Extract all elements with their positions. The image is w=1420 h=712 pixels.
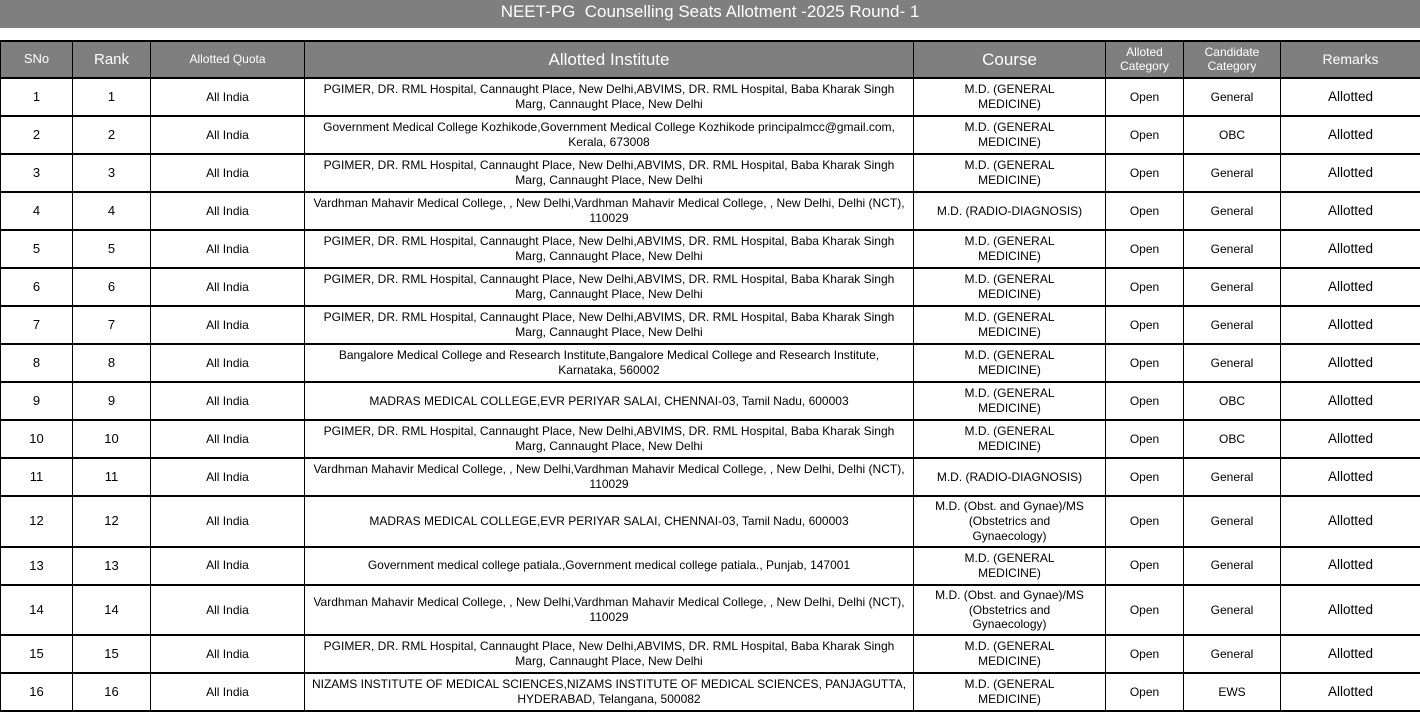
cell-rank: 15 [73, 635, 151, 673]
table-row [1, 306, 1420, 344]
cell-sno: 11 [1, 458, 73, 496]
cell-remarks: Allotted [1281, 268, 1420, 306]
cell-quota: All India [151, 673, 305, 711]
table-row [1, 382, 1420, 420]
cell-remarks: Allotted [1281, 192, 1420, 230]
cell-alloted-category: Open [1106, 306, 1184, 344]
cell-sno: 4 [1, 192, 73, 230]
cell-candidate-category: General [1184, 585, 1281, 636]
cell-institute: MADRAS MEDICAL COLLEGE,EVR PERIYAR SALAI, CHENNAI-03, Tamil Nadu, 600003 [305, 382, 914, 420]
cell-rank: 8 [73, 344, 151, 382]
cell-course: M.D. (GENERAL MEDICINE) [914, 268, 1106, 306]
cell-rank: 9 [73, 382, 151, 420]
cell-remarks: Allotted [1281, 673, 1420, 711]
cell-quota: All India [151, 230, 305, 268]
cell-alloted-category: Open [1106, 635, 1184, 673]
cell-candidate-category: OBC [1184, 382, 1281, 420]
cell-quota: All India [151, 547, 305, 585]
cell-course: M.D. (GENERAL MEDICINE) [914, 230, 1106, 268]
cell-candidate-category: General [1184, 192, 1281, 230]
header-course: Course [914, 41, 1106, 78]
cell-quota: All India [151, 192, 305, 230]
table-row [1, 496, 1420, 547]
cell-alloted-category: Open [1106, 547, 1184, 585]
header-alloted-category: Alloted Category [1106, 41, 1184, 78]
cell-rank: 7 [73, 306, 151, 344]
cell-alloted-category: Open [1106, 230, 1184, 268]
cell-institute: PGIMER, DR. RML Hospital, Cannaught Place, New Delhi,ABVIMS, DR. RML Hospital, Baba Kharak Singh Marg, Cannaught Place, New Delhi [305, 635, 914, 673]
cell-course: M.D. (GENERAL MEDICINE) [914, 344, 1106, 382]
cell-rank: 1 [73, 78, 151, 116]
cell-alloted-category: Open [1106, 268, 1184, 306]
cell-sno: 5 [1, 230, 73, 268]
cell-institute: PGIMER, DR. RML Hospital, Cannaught Place, New Delhi,ABVIMS, DR. RML Hospital, Baba Kharak Singh Marg, Cannaught Place, New Delhi [305, 154, 914, 192]
table-row [1, 673, 1420, 711]
cell-remarks: Allotted [1281, 458, 1420, 496]
cell-remarks: Allotted [1281, 547, 1420, 585]
cell-course: M.D. (RADIO-DIAGNOSIS) [914, 458, 1106, 496]
cell-candidate-category: General [1184, 635, 1281, 673]
cell-institute: Vardhman Mahavir Medical College, , New Delhi,Vardhman Mahavir Medical College, , New Delhi, Delhi (NCT), 110029 [305, 458, 914, 496]
cell-sno: 3 [1, 154, 73, 192]
header-allotted-quota: Allotted Quota [151, 41, 305, 78]
cell-course: M.D. (Obst. and Gynae)/MS (Obstetrics and Gynaecology) [914, 585, 1106, 636]
cell-remarks: Allotted [1281, 496, 1420, 547]
cell-rank: 13 [73, 547, 151, 585]
header-rank: Rank [73, 41, 151, 78]
cell-candidate-category: OBC [1184, 420, 1281, 458]
cell-candidate-category: General [1184, 268, 1281, 306]
cell-alloted-category: Open [1106, 673, 1184, 711]
table-row [1, 192, 1420, 230]
cell-candidate-category: General [1184, 306, 1281, 344]
cell-sno: 8 [1, 344, 73, 382]
cell-candidate-category: General [1184, 154, 1281, 192]
cell-alloted-category: Open [1106, 154, 1184, 192]
cell-sno: 6 [1, 268, 73, 306]
cell-rank: 4 [73, 192, 151, 230]
cell-course: M.D. (GENERAL MEDICINE) [914, 306, 1106, 344]
cell-institute: NIZAMS INSTITUTE OF MEDICAL SCIENCES,NIZAMS INSTITUTE OF MEDICAL SCIENCES, PANJAGUTTA, HYDERABAD, Telangana, 500082 [305, 673, 914, 711]
cell-remarks: Allotted [1281, 116, 1420, 154]
cell-sno: 15 [1, 635, 73, 673]
cell-course: M.D. (GENERAL MEDICINE) [914, 154, 1106, 192]
cell-remarks: Allotted [1281, 420, 1420, 458]
cell-rank: 3 [73, 154, 151, 192]
page-title: NEET-PG Counselling Seats Allotment -2025 Round- 1 [501, 0, 920, 23]
table-row [1, 458, 1420, 496]
cell-sno: 1 [1, 78, 73, 116]
cell-candidate-category: OBC [1184, 116, 1281, 154]
cell-institute: PGIMER, DR. RML Hospital, Cannaught Place, New Delhi,ABVIMS, DR. RML Hospital, Baba Kharak Singh Marg, Cannaught Place, New Delhi [305, 306, 914, 344]
table-row [1, 585, 1420, 636]
header-sno: SNo [1, 41, 73, 78]
cell-quota: All India [151, 458, 305, 496]
cell-alloted-category: Open [1106, 585, 1184, 636]
cell-quota: All India [151, 116, 305, 154]
title-bar [0, 0, 1420, 28]
table-row [1, 344, 1420, 382]
cell-institute: Bangalore Medical College and Research Institute,Bangalore Medical College and Research Institute, Karnataka, 560002 [305, 344, 914, 382]
cell-candidate-category: General [1184, 78, 1281, 116]
cell-institute: PGIMER, DR. RML Hospital, Cannaught Place, New Delhi,ABVIMS, DR. RML Hospital, Baba Kharak Singh Marg, Cannaught Place, New Delhi [305, 268, 914, 306]
cell-remarks: Allotted [1281, 382, 1420, 420]
cell-quota: All India [151, 344, 305, 382]
table-row [1, 78, 1420, 116]
cell-candidate-category: General [1184, 496, 1281, 547]
cell-sno: 13 [1, 547, 73, 585]
cell-sno: 9 [1, 382, 73, 420]
table-row [1, 420, 1420, 458]
cell-sno: 12 [1, 496, 73, 547]
cell-candidate-category: General [1184, 344, 1281, 382]
cell-course: M.D. (GENERAL MEDICINE) [914, 116, 1106, 154]
table-row [1, 547, 1420, 585]
cell-remarks: Allotted [1281, 78, 1420, 116]
cell-remarks: Allotted [1281, 635, 1420, 673]
cell-institute: PGIMER, DR. RML Hospital, Cannaught Place, New Delhi,ABVIMS, DR. RML Hospital, Baba Kharak Singh Marg, Cannaught Place, New Delhi [305, 230, 914, 268]
cell-institute: Vardhman Mahavir Medical College, , New Delhi,Vardhman Mahavir Medical College, , New Delhi, Delhi (NCT), 110029 [305, 192, 914, 230]
allotment-table [0, 40, 1420, 712]
cell-candidate-category: EWS [1184, 673, 1281, 711]
cell-alloted-category: Open [1106, 78, 1184, 116]
cell-alloted-category: Open [1106, 344, 1184, 382]
cell-rank: 6 [73, 268, 151, 306]
cell-alloted-category: Open [1106, 420, 1184, 458]
cell-candidate-category: General [1184, 547, 1281, 585]
cell-course: M.D. (Obst. and Gynae)/MS (Obstetrics and Gynaecology) [914, 496, 1106, 547]
cell-institute: Government Medical College Kozhikode,Government Medical College Kozhikode principalmcc@gmail.com, Kerala, 673008 [305, 116, 914, 154]
cell-quota: All India [151, 268, 305, 306]
cell-candidate-category: General [1184, 230, 1281, 268]
cell-remarks: Allotted [1281, 306, 1420, 344]
cell-course: M.D. (RADIO-DIAGNOSIS) [914, 192, 1106, 230]
cell-quota: All India [151, 420, 305, 458]
cell-course: M.D. (GENERAL MEDICINE) [914, 635, 1106, 673]
cell-alloted-category: Open [1106, 116, 1184, 154]
cell-course: M.D. (GENERAL MEDICINE) [914, 382, 1106, 420]
cell-sno: 16 [1, 673, 73, 711]
cell-sno: 10 [1, 420, 73, 458]
cell-remarks: Allotted [1281, 230, 1420, 268]
table-row [1, 635, 1420, 673]
table-row [1, 230, 1420, 268]
cell-course: M.D. (GENERAL MEDICINE) [914, 420, 1106, 458]
table-row [1, 154, 1420, 192]
cell-rank: 2 [73, 116, 151, 154]
cell-quota: All India [151, 382, 305, 420]
cell-rank: 11 [73, 458, 151, 496]
cell-alloted-category: Open [1106, 496, 1184, 547]
cell-quota: All India [151, 306, 305, 344]
header-row [1, 41, 1420, 78]
cell-rank: 14 [73, 585, 151, 636]
cell-rank: 10 [73, 420, 151, 458]
cell-candidate-category: General [1184, 458, 1281, 496]
cell-institute: PGIMER, DR. RML Hospital, Cannaught Place, New Delhi,ABVIMS, DR. RML Hospital, Baba Kharak Singh Marg, Cannaught Place, New Delhi [305, 78, 914, 116]
table-row [1, 268, 1420, 306]
cell-quota: All India [151, 585, 305, 636]
cell-quota: All India [151, 635, 305, 673]
header-remarks: Remarks [1281, 41, 1420, 78]
cell-rank: 16 [73, 673, 151, 711]
cell-sno: 7 [1, 306, 73, 344]
table-header [1, 41, 1420, 78]
cell-institute: Vardhman Mahavir Medical College, , New Delhi,Vardhman Mahavir Medical College, , New Delhi, Delhi (NCT), 110029 [305, 585, 914, 636]
cell-rank: 12 [73, 496, 151, 547]
cell-sno: 2 [1, 116, 73, 154]
cell-rank: 5 [73, 230, 151, 268]
cell-institute: Government medical college patiala.,Government medical college patiala., Punjab, 147001 [305, 547, 914, 585]
cell-sno: 14 [1, 585, 73, 636]
cell-institute: MADRAS MEDICAL COLLEGE,EVR PERIYAR SALAI, CHENNAI-03, Tamil Nadu, 600003 [305, 496, 914, 547]
cell-quota: All India [151, 154, 305, 192]
cell-alloted-category: Open [1106, 192, 1184, 230]
cell-course: M.D. (GENERAL MEDICINE) [914, 78, 1106, 116]
title-gap [0, 28, 1420, 40]
cell-remarks: Allotted [1281, 344, 1420, 382]
header-allotted-institute: Allotted Institute [305, 41, 914, 78]
cell-remarks: Allotted [1281, 585, 1420, 636]
cell-institute: PGIMER, DR. RML Hospital, Cannaught Place, New Delhi,ABVIMS, DR. RML Hospital, Baba Kharak Singh Marg, Cannaught Place, New Delhi [305, 420, 914, 458]
table-row [1, 116, 1420, 154]
cell-quota: All India [151, 496, 305, 547]
cell-course: M.D. (GENERAL MEDICINE) [914, 547, 1106, 585]
cell-alloted-category: Open [1106, 382, 1184, 420]
cell-quota: All India [151, 78, 305, 116]
cell-remarks: Allotted [1281, 154, 1420, 192]
cell-alloted-category: Open [1106, 458, 1184, 496]
cell-course: M.D. (GENERAL MEDICINE) [914, 673, 1106, 711]
table-body [1, 78, 1420, 711]
header-candidate-category: Candidate Category [1184, 41, 1281, 78]
